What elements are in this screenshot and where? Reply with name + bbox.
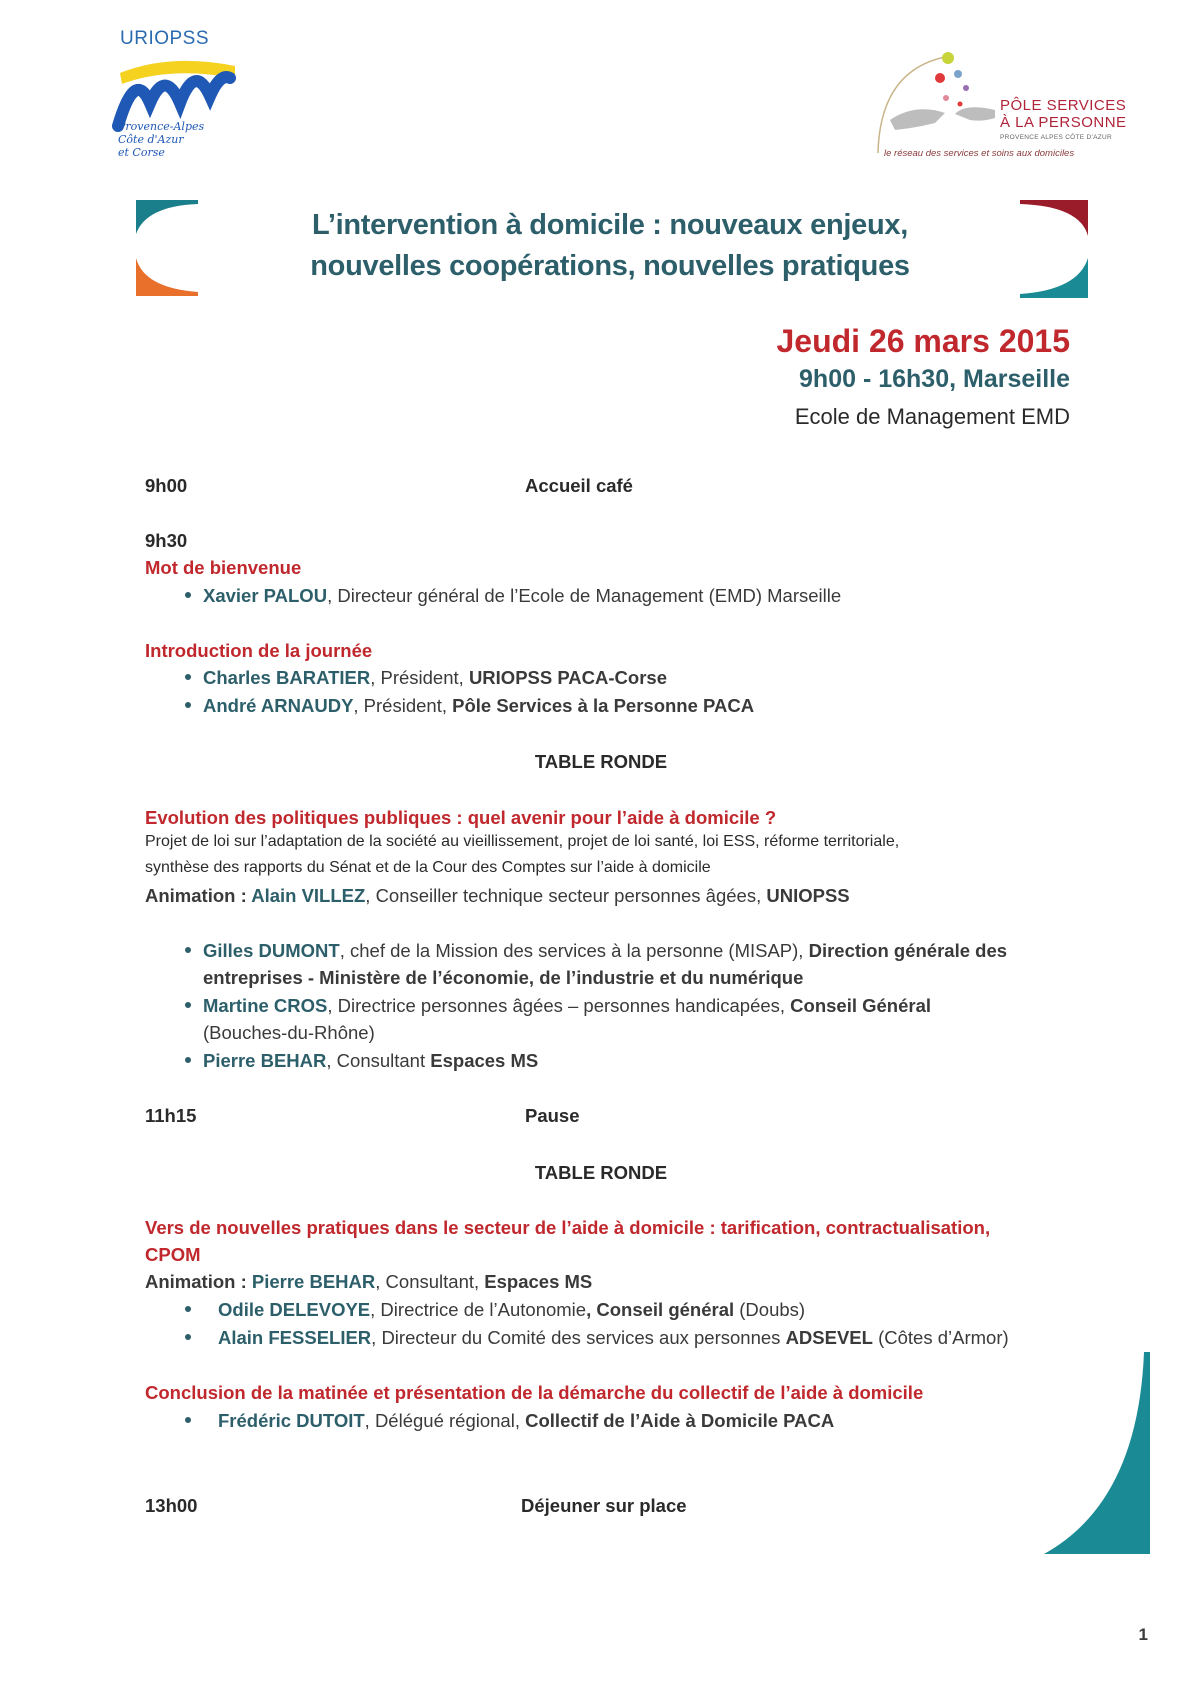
pause-time: 11h15 — [145, 1105, 197, 1126]
speaker-name: Odile DELEVOYE — [218, 1299, 371, 1320]
intro-heading: Introduction de la journée — [145, 640, 373, 661]
animation-label: Animation : — [145, 885, 252, 906]
speaker-org: Pôle Services à la Personne PACA — [452, 695, 755, 716]
pole-services-logo — [870, 48, 1140, 163]
speaker-org: Direction générale des — [808, 940, 1008, 961]
speaker-org: , Conseil général — [586, 1299, 735, 1320]
bullet-icon — [185, 674, 191, 680]
animator-name: Alain VILLEZ — [251, 885, 366, 906]
pole-tagline: le réseau des services et soins aux domiciles — [884, 148, 1075, 159]
animator-role: , Conseiller technique secteur personnes âgées, — [365, 885, 767, 906]
speaker-org: Conseil Général — [790, 995, 932, 1016]
speaker-role: , Consultant — [326, 1050, 431, 1071]
bullet-icon — [185, 1417, 191, 1423]
animator-name: Pierre BEHAR — [251, 1271, 376, 1292]
tr2-panelist-2 — [185, 1324, 1009, 1351]
pause-label: Pause — [525, 1105, 580, 1126]
lunch-label: Déjeuner sur place — [521, 1495, 687, 1516]
intro-item-2 — [185, 692, 754, 719]
uriopss-region-1: Provence-Alpes — [118, 120, 205, 133]
intro-item-1 — [185, 664, 667, 691]
tr1-desc-1: Projet de loi sur l’adaptation de la société au vieillissement, projet de loi santé, loi ESS, réforme territoriale, — [145, 833, 900, 850]
speaker-role: , Directeur du Comité des services aux personnes — [371, 1327, 786, 1348]
pole-line2: À LA PERSONNE — [1000, 114, 1127, 131]
uriopss-region-2: Côte d'Azur — [118, 133, 184, 146]
speaker-name: Frédéric DUTOIT — [218, 1410, 365, 1431]
accueil-time: 9h00 — [145, 475, 188, 496]
animator-role: , Consultant, — [375, 1271, 485, 1292]
speaker-name: André ARNAUDY — [203, 695, 354, 716]
uriopss-logo — [110, 28, 240, 178]
speaker-role: , Président, — [353, 695, 453, 716]
page-number: 1 — [1138, 1625, 1148, 1644]
tr1-panelist-1 — [185, 937, 1007, 964]
animator-org: UNIOPSS — [766, 885, 850, 906]
speaker-role: , chef de la Mission des services à la personne (MISAP), — [339, 940, 809, 961]
speaker-name: Gilles DUMONT — [203, 940, 340, 961]
speaker-org: ADSEVEL — [785, 1327, 873, 1348]
animator-org: Espaces MS — [484, 1271, 593, 1292]
lunch-time: 13h00 — [145, 1495, 198, 1516]
title-line-2: nouvelles coopérations, nouvelles pratiques — [310, 250, 910, 282]
event-time-place: 9h00 - 16h30, Marseille — [799, 365, 1070, 393]
tr2-heading-1: Vers de nouvelles pratiques dans le secteur de l’aide à domicile : tarification, contractualisation, — [145, 1217, 991, 1238]
bullet-icon — [185, 702, 191, 708]
corner-teal-bottom-right — [1020, 258, 1088, 298]
conclusion-heading: Conclusion de la matinée et présentation de la démarche du collectif de l’aide à domicile — [145, 1382, 924, 1403]
welcome-heading: Mot de bienvenue — [145, 557, 302, 578]
corner-burgundy-top-right — [1020, 200, 1088, 236]
speaker-place: (Côtes d’Armor) — [872, 1327, 1009, 1348]
speaker-place: (Doubs) — [734, 1299, 806, 1320]
pole-line3: PROVENCE ALPES CÔTE D'AZUR — [1000, 134, 1112, 141]
bullet-icon — [185, 1057, 191, 1063]
speaker-role: , Directrice de l’Autonomie — [370, 1299, 587, 1320]
uriopss-region-3: et Corse — [118, 146, 165, 159]
speaker-role: , Président, — [370, 667, 469, 688]
tr2-panelist-1 — [185, 1296, 805, 1323]
title-line-1: L’intervention à domicile : nouveaux enjeux, — [312, 209, 908, 241]
tr1-panelist-2-place: (Bouches-du-Rhône) — [203, 1022, 375, 1043]
bullet-icon — [185, 1002, 191, 1008]
speaker-org: Collectif de l’Aide à Domicile PACA — [525, 1410, 835, 1431]
conclusion-item — [185, 1407, 834, 1434]
pole-line1: PÔLE SERVICES — [1000, 97, 1127, 114]
bullet-icon — [185, 1334, 191, 1340]
speaker-name: Martine CROS — [203, 995, 328, 1016]
animation-label: Animation : — [145, 1271, 252, 1292]
tr1-animation — [145, 882, 850, 909]
welcome-time: 9h30 — [145, 530, 188, 551]
bullet-icon — [185, 1306, 191, 1312]
speaker-role: , Directrice personnes âgées – personnes handicapées, — [327, 995, 791, 1016]
table-ronde-2-heading: TABLE RONDE — [534, 1162, 668, 1183]
tr1-panelist-1-org-cont: entreprises - Ministère de l’économie, de l’industrie et du numérique — [203, 967, 804, 988]
uriopss-logo-name: URIOPSS — [120, 28, 210, 49]
tr2-heading-2: CPOM — [145, 1244, 201, 1265]
tr1-panelist-2 — [185, 992, 931, 1019]
tr2-animation — [145, 1268, 592, 1295]
corner-teal-top-left — [136, 200, 198, 234]
speaker-org: URIOPSS PACA-Corse — [468, 667, 667, 688]
welcome-item — [185, 582, 841, 609]
speaker-name: Alain FESSELIER — [218, 1327, 372, 1348]
accueil-label: Accueil café — [525, 475, 633, 496]
bullet-icon — [185, 592, 191, 598]
tr1-heading: Evolution des politiques publiques : quel avenir pour l’aide à domicile ? — [145, 807, 777, 828]
side-teal-curve — [1040, 1352, 1150, 1554]
event-date: Jeudi 26 mars 2015 — [776, 323, 1070, 359]
speaker-name: Pierre BEHAR — [203, 1050, 327, 1071]
speaker-role: , Délégué régional, — [364, 1410, 526, 1431]
speaker-role: , Directeur général de l’Ecole de Management (EMD) Marseille — [327, 585, 842, 606]
corner-orange-bottom-left — [136, 258, 198, 296]
page-title — [200, 205, 1020, 287]
speaker-name: Xavier PALOU — [203, 585, 328, 606]
speaker-org: Espaces MS — [430, 1050, 539, 1071]
event-venue: Ecole de Management EMD — [794, 404, 1070, 429]
bullet-icon — [185, 947, 191, 953]
speaker-name: Charles BARATIER — [203, 667, 371, 688]
tr1-desc-2: synthèse des rapports du Sénat et de la Cour des Comptes sur l’aide à domicile — [145, 859, 711, 876]
tr1-panelist-3 — [185, 1047, 538, 1074]
table-ronde-1-heading: TABLE RONDE — [534, 751, 668, 772]
